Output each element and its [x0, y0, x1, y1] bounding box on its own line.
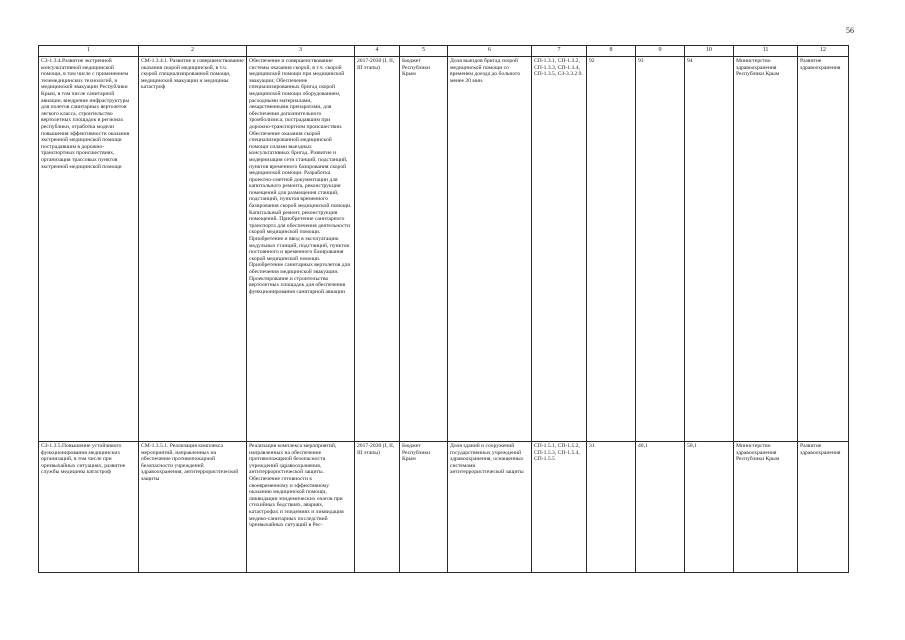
- measure-cell: СМ-1.3.5.1. Реализация комплекса мероприятий, направленных на обеспечение противопожарной безопасности учреждений здравоохранения, антитеррористической защиты: [139, 442, 247, 573]
- activity-cell: Обеспечение и совершенствование системы оказания скорой, в т.ч. скорой медицинской помощи при медицинской эвакуации; Обеспечение специализированных бригад скорой медицинской помощи оборудованием, расходными материалами, лекарственными препаратами, для обеспечения дополнительного тромболизиса, пострадавшим при дорожно-транспортном происшествии. Обеспечение оказания скорой специализированной медицинской помощи силами выездных консультативных бригад. Развитие и модернизация сети станций, подстанций, пунктов временного базирования скорой медицинской помощи. Разработка проектно-сметной документации для капитального ремонта, реконструкции помещений для размещения станций, подстанций, пунктов временного базирования скорой медицинской помощи. Капитальный ремонт, реконструкция помещений. Приобретение санитарного транспорта для обеспечения деятельности скорой медицинской помощи. Приобретение и ввод в эксплуатацию модульных станций, подстанций, пунктов постоянного и временного базирования скорой медицинской помощи. Приобретение санитарных вертолетов для обеспечения медицинской эвакуации. Проектирование и строительство вертолетных площадок для обеспечения функционирования санитарной авиации: [247, 57, 355, 442]
- indicator-cell: Доля выездов бригад скорой медицинской помощи со временем доезда до больного менее 20 мин.: [448, 57, 532, 442]
- column-header: 6: [448, 46, 532, 57]
- funding-cell: Бюджет Республики Крым: [400, 442, 448, 573]
- period-cell: 2017-2030 (I, II, III этапы): [355, 442, 400, 573]
- value-cell: 50,1: [685, 442, 734, 573]
- executor-cell: Министерство здравоохранения Республики Крым: [734, 57, 798, 442]
- column-header: 3: [247, 46, 355, 57]
- column-header: 7: [532, 46, 587, 57]
- column-header: 4: [355, 46, 400, 57]
- column-header: 1: [39, 46, 139, 57]
- column-header: 2: [139, 46, 247, 57]
- activity-cell: Реализация комплекса мероприятий, направленных на обеспечение противопожарной безопасности учреждений здравоохранения, антитеррористической защиты. Обеспечение готовности к своевременному и эффективному оказанию медицинской помощи, ликвидации эпидемических очагов при стихийных бедствиях, авариях, катастрофах и эпидемиях и ликвидация медико-санитарных последствий чрезвычайных ситуаций в Рес-: [247, 442, 355, 573]
- value-cell: 94: [685, 57, 734, 442]
- column-header: 12: [798, 46, 849, 57]
- column-header: 10: [685, 46, 734, 57]
- value-cell: 31: [587, 442, 636, 573]
- value-cell: 92: [587, 57, 636, 442]
- column-header: 8: [587, 46, 636, 57]
- funding-cell: Бюджет Республики Крым: [400, 57, 448, 442]
- measure-cell: СМ-1.3.4.1. Развитие и совершенствование оказания скорой медицинской, в т.ч. скорой специализированной помощи, медицинской эвакуации и медицины катастроф: [139, 57, 247, 442]
- header-row: [39, 46, 849, 57]
- strategy-table: [38, 45, 849, 573]
- indicator-cell: Доля зданий и сооружений государственных учреждений здравоохранения, оснащенных системами антитеррористической защиты: [448, 442, 532, 573]
- page-number: 56: [846, 26, 854, 35]
- executor-cell: Министерство здравоохранения Республики Крым: [734, 442, 798, 573]
- table-row: [39, 57, 849, 442]
- codes-cell: СП-1.3.1, СП-1.3.2, СП-1.3.3, СП-1.3.4, СП-1.3.5, СЗ-3.3.2.9.: [532, 57, 587, 442]
- codes-cell: СП-1.5.1, СП-1.5.2, СП-1.5.3, СП-1.5.4, СП-1.5.5: [532, 442, 587, 573]
- column-header: 11: [734, 46, 798, 57]
- program-cell: Развитие здравоохранения: [798, 57, 849, 442]
- table-row: [39, 442, 849, 573]
- program-cell: Развитие здравоохранения: [798, 442, 849, 573]
- value-cell: 93: [636, 57, 685, 442]
- column-header: 5: [400, 46, 448, 57]
- period-cell: 2017-2030 (I, II, III этапы): [355, 57, 400, 442]
- task-cell: СЗ-1.3.4.Развитие экстренной консультативной медицинской помощи, в том числе с применением телемедицинских технологий, и медицинской эвакуации Республики Крым, в том числе санитарной авиации, внедрение инфраструктуры для полетов санитарных вертолетов легкого класса, строительство вертолетных площадок в регионах республики, отработка модели повышения эффективности оказания экстренной медицинской помощи пострадавшим в дорожно-транспортных происшествиях, организация трассовых пунктов экстренной медицинской помощи: [39, 57, 139, 442]
- column-header: 9: [636, 46, 685, 57]
- task-cell: СЗ-1.3.5.Повышение устойчивого функционирования медицинских организаций, в том числе при чрезвычайных ситуациях, развитие службы медицины катастроф: [39, 442, 139, 573]
- value-cell: 40,1: [636, 442, 685, 573]
